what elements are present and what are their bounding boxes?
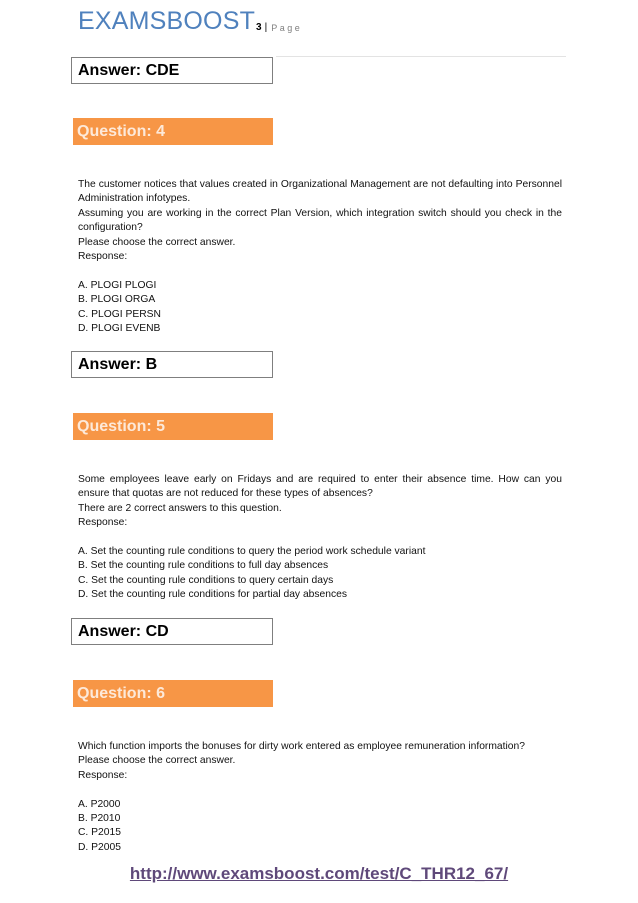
option-b: B. PLOGI ORGA bbox=[78, 294, 156, 306]
option-c: C. P2015 bbox=[78, 827, 121, 839]
question-heading-5: Question: 5 bbox=[73, 413, 273, 440]
option-c: C. PLOGI PERSN bbox=[78, 308, 161, 320]
page-label: Page bbox=[271, 23, 303, 33]
question-text: Response: bbox=[78, 251, 128, 263]
option-d: D. P2005 bbox=[78, 841, 121, 853]
option-d: D. Set the counting rule conditions for partial day absences bbox=[78, 589, 348, 601]
answer-box-q5: Answer: CD bbox=[71, 618, 273, 645]
question-text: The customer notices that values created in Organizational Management are not defaulting into Personnel Administration infotypes. bbox=[78, 179, 562, 205]
question-text: There are 2 correct answers to this question. bbox=[78, 502, 282, 514]
question-text: Response: bbox=[78, 769, 128, 781]
question-body-6 bbox=[78, 740, 562, 855]
option-c: C. Set the counting rule conditions to query certain days bbox=[78, 574, 334, 586]
option-a: A. P2000 bbox=[78, 798, 121, 810]
page-number: 3 bbox=[256, 22, 262, 33]
page-separator: | bbox=[264, 22, 268, 33]
answer-box-q4: Answer: B bbox=[71, 351, 273, 378]
question-heading-6: Question: 6 bbox=[73, 680, 273, 707]
page-header bbox=[78, 6, 302, 36]
question-text: Please choose the correct answer. bbox=[78, 755, 236, 767]
page-footer bbox=[0, 864, 638, 884]
answer-box-q3: Answer: CDE bbox=[71, 57, 273, 84]
question-text: Response: bbox=[78, 517, 128, 529]
option-a: A. Set the counting rule conditions to query the period work schedule variant bbox=[78, 546, 426, 558]
option-b: B. P2010 bbox=[78, 813, 121, 825]
question-text: Please choose the correct answer. bbox=[78, 236, 236, 248]
brand-title: EXAMSBOOST bbox=[78, 7, 256, 35]
question-text: Which function imports the bonuses for dirty work entered as employee remuneration information? bbox=[78, 741, 525, 752]
question-text: Some employees leave early on Fridays and are required to enter their absence time. How can you ensure that quotas are not reduced for these types of absences? bbox=[78, 474, 562, 500]
option-a: A. PLOGI PLOGI bbox=[78, 279, 157, 291]
option-b: B. Set the counting rule conditions to full day absences bbox=[78, 560, 329, 572]
question-text: Assuming you are working in the correct Plan Version, which integration switch should you check in the configuration? bbox=[78, 207, 562, 234]
option-d: D. PLOGI EVENB bbox=[78, 323, 161, 335]
question-heading-4: Question: 4 bbox=[73, 118, 273, 145]
question-body-4 bbox=[78, 178, 562, 336]
footer-link[interactable]: http://www.examsboost.com/test/C_THR12_67/ bbox=[129, 864, 509, 883]
header-divider bbox=[276, 56, 566, 57]
question-body-5 bbox=[78, 473, 562, 603]
